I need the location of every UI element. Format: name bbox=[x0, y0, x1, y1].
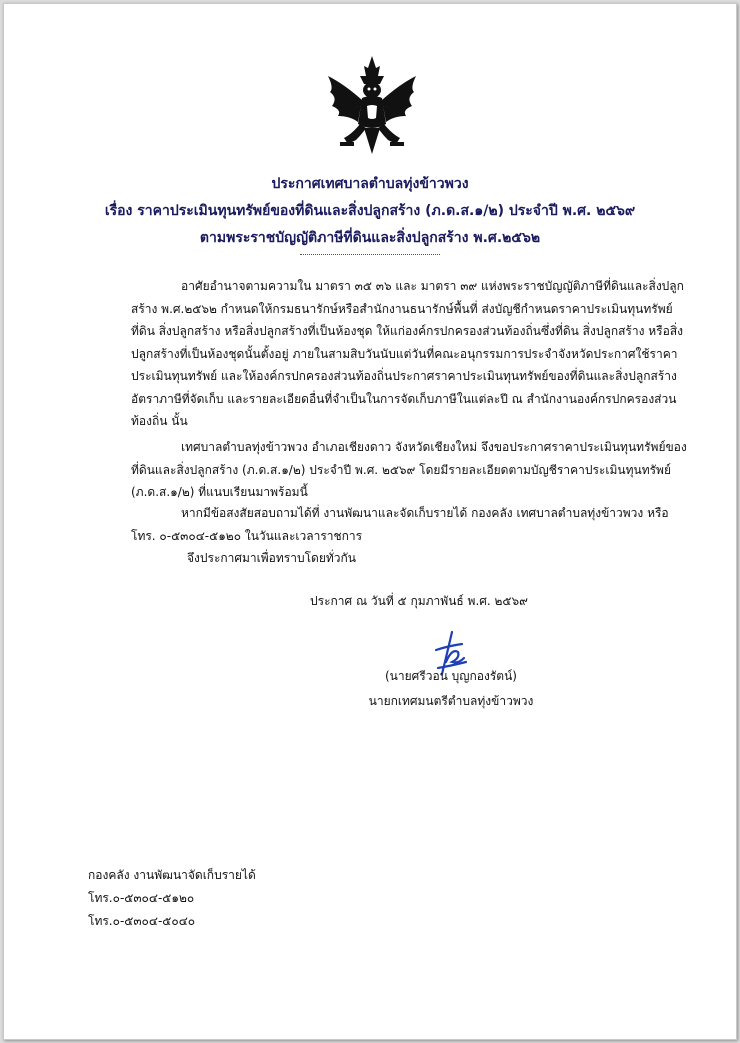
document-page bbox=[3, 3, 737, 1040]
paragraph-announcement bbox=[131, 436, 693, 504]
garuda-emblem-icon bbox=[320, 54, 424, 158]
announcement-title: ประกาศเทศบาลตำบลทุ่งข้าวพวง bbox=[271, 176, 469, 192]
announcement-date: ประกาศ ณ วันที่ ๕ กุมภาพันธ์ พ.ศ. ๒๕๖๙ bbox=[310, 594, 528, 608]
footer-phone-1: โทร.๐-๕๓๐๔-๕๑๒๐ bbox=[88, 891, 195, 905]
announcement-act: ตามพระราชบัญญัติภาษีที่ดินและสิ่งปลูกสร้าง พ.ศ.๒๕๖๒ bbox=[199, 230, 541, 246]
signatory-position: นายกเทศมนตรีตำบลทุ่งข้าวพวง bbox=[368, 694, 534, 708]
announcement-subject: เรื่อง ราคาประเมินทุนทรัพย์ของที่ดินและสิ่งปลูกสร้าง (ภ.ด.ส.๑/๒) ประจำปี พ.ศ. ๒๕๖๙ bbox=[104, 203, 636, 219]
signatory-name: (นายศรีวอน บุญกองรัตน์) bbox=[385, 669, 517, 683]
footer-phone-2: โทร.๐-๕๓๐๔-๕๐๔๐ bbox=[88, 914, 196, 928]
paragraph-closing: จึงประกาศมาเพื่อทราบโดยทั่วกัน bbox=[187, 551, 356, 565]
paragraph-contact-text: หากมีข้อสงสัยสอบถามได้ที่ งานพัฒนาและจัดเก็บรายได้ กองคลัง เทศบาลตำบลทุ่งข้าวพวง หรือ โทร. ๐-๕๓๐๔-๕๑๒๐ ในวันและเวลาราชการ bbox=[131, 506, 669, 543]
footer-department: กองคลัง งานพัฒนาจัดเก็บรายได้ bbox=[88, 868, 256, 882]
divider bbox=[300, 254, 440, 255]
paragraph-authority bbox=[131, 275, 693, 433]
paragraph-announcement-text: เทศบาลตำบลทุ่งข้าวพวง อำเภอเชียงดาว จังหวัดเชียงใหม่ จึงขอประกาศราคาประเมินทุนทรัพย์ของที่ดินและสิ่งปลูกสร้าง (ภ.ด.ส.๑/๒) ประจำปี พ.ศ. ๒๕๖๙ โดยมีรายละเอียดตามบัญชีราคาประเมินทุนทรัพย์ (ภ.ด.ส.๑/๒) ที่แนบเรียนมาพร้อมนี้ bbox=[131, 440, 687, 499]
paragraph-authority-text: อาศัยอำนาจตามความใน มาตรา ๓๕ ๓๖ และ มาตรา ๓๙ แห่งพระราชบัญญัติภาษีที่ดินและสิ่งปลูกสร้าง พ.ศ.๒๕๖๒ กำหนดให้กรมธนารักษ์หรือสำนักงานธนารักษ์พื้นที่ ส่งบัญชีกำหนดราคาประเมินทุนทรัพย์ที่ดิน สิ่งปลูกสร้าง หรือสิ่งปลูกสร้างที่เป็นห้องชุด ให้แก่องค์กรปกครองส่วนท้องถิ่นซึ่งที่ดิน สิ่งปลูกสร้าง หรือสิ่งปลูกสร้างที่เป็นห้องชุดนั้นตั้งอยู่ ภายในสามสิบวันนับแต่วันที่คณะอนุกรรมการประจำจังหวัดประกาศใช้ราคาประเมินทุนทรัพย์ และให้องค์กรปกครองส่วนท้องถิ่นประกาศราคาประเมินทุนทรัพย์ของที่ดินและสิ่งปลูกสร้าง อัตราภาษีที่จัดเก็บ และรายละเอียดอื่นที่จำเป็นในการจัดเก็บภาษีในแต่ละปี ณ สำนักงานองค์กรปกครองส่วนท้องถิ่น นั้น bbox=[131, 279, 684, 428]
paragraph-contact bbox=[131, 502, 693, 547]
